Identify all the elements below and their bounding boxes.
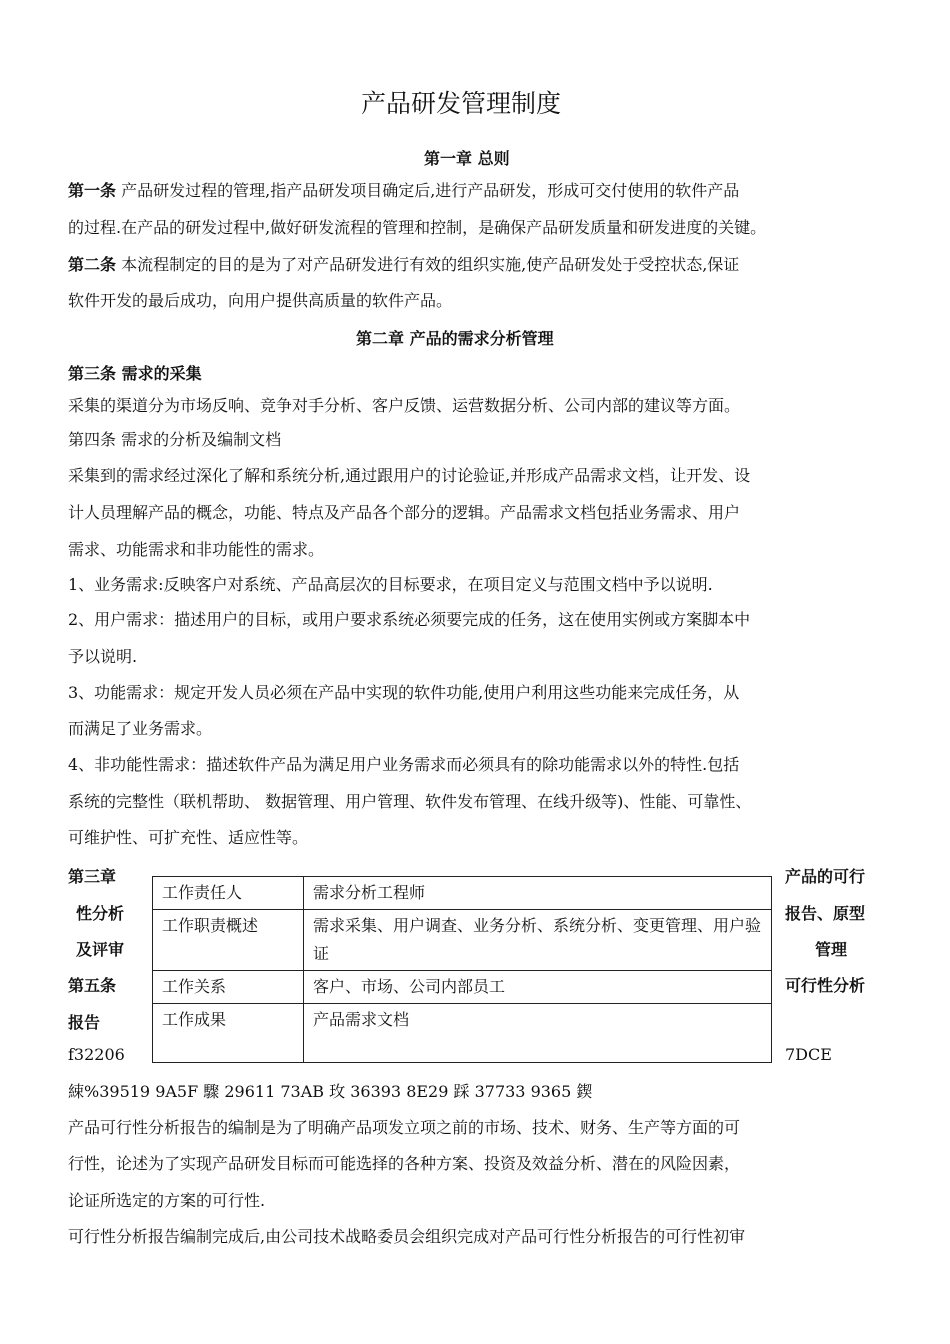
table-value: 客户、市场、公司内部员工 xyxy=(304,971,772,1004)
table-key: 工作责任人 xyxy=(153,877,304,910)
chapter3-left-5: 报告 xyxy=(68,1013,101,1032)
item2-line2: 予以说明. xyxy=(68,647,138,666)
chapter3-right-code: 7DCE xyxy=(785,1045,832,1064)
feasibility-line2: 行性，论述为了实现产品研发目标而可能选择的各种方案、投资及效益分析、潜在的风险因素， xyxy=(68,1154,741,1173)
table-value: 需求分析工程师 xyxy=(304,877,772,910)
chapter3-left-1: 第三章 xyxy=(68,867,117,886)
item3-line1: 3、功能需求：规定开发人员必须在产品中实现的软件功能,使用户利用这些功能来完成任务，从 xyxy=(68,683,740,702)
chapter3-right-2: 报告、原型 xyxy=(785,904,866,923)
table-value: 需求采集、用户调查、业务分析、系统分析、变更管理、用户验证 xyxy=(304,910,772,971)
chapter3-right-1: 产品的可行 xyxy=(785,867,866,886)
article4-line1: 采集到的需求经过深化了解和系统分析,通过跟用户的讨论验证,并形成产品需求文档，让开发、设 xyxy=(68,466,751,485)
article4-heading: 第四条 需求的分析及编制文档 xyxy=(68,430,282,449)
table-value: 产品需求文档 xyxy=(304,1004,772,1063)
chapter3-left-code: f32206 xyxy=(68,1045,125,1064)
article4-line3: 需求、功能需求和非功能性的需求。 xyxy=(68,540,325,559)
chapter3-right-4: 可行性分析 xyxy=(785,976,866,995)
document-title: 产品研发管理制度 xyxy=(361,89,562,118)
last-line: 可行性分析报告编制完成后,由公司技术战略委员会组织完成对产品可行性分析报告的可行性初审 xyxy=(68,1227,746,1246)
garbled-code-line: 綀%39519 9A5F 驟 29611 73AB 玫 36393 8E29 踩 37733 9365 鍥 xyxy=(68,1082,593,1101)
article1-line2: 的过程.在产品的研发过程中,做好研发流程的管理和控制，是确保产品研发质量和研发进度的关键。 xyxy=(68,218,767,237)
feasibility-line3: 论证所选定的方案的可行性. xyxy=(68,1191,266,1210)
article4-line2: 计人员理解产品的概念，功能、特点及产品各个部分的逻辑。产品需求文档包括业务需求、用户 xyxy=(68,503,741,522)
table-key: 工作成果 xyxy=(153,1004,304,1063)
chapter3-left-3: 及评审 xyxy=(76,940,125,959)
chapter3-left-2: 性分析 xyxy=(76,904,125,923)
article2-label: 第二条 xyxy=(68,255,117,274)
article1-line1: 第一条 产品研发过程的管理,指产品研发项目确定后,进行产品研发，形成可交付使用的软件产品 xyxy=(68,181,740,200)
article1-label: 第一条 xyxy=(68,181,117,200)
item4-line3: 可维护性、可扩充性、适应性等。 xyxy=(68,828,309,847)
article2-line2: 软件开发的最后成功，向用户提供高质量的软件产品。 xyxy=(68,291,453,310)
table-row xyxy=(153,910,772,971)
article5-label: 第五条 xyxy=(68,976,117,995)
feasibility-line1: 产品可行性分析报告的编制是为了明确产品项发立项之前的市场、技术、财务、生产等方面的可 xyxy=(68,1118,741,1137)
item3-line2: 而满足了业务需求。 xyxy=(68,719,213,738)
table-row xyxy=(153,971,772,1004)
chapter1-heading: 第一章 总则 xyxy=(424,149,510,168)
table-row xyxy=(153,1004,772,1063)
item4-line1: 4、非功能性需求：描述软件产品为满足用户业务需求而必须具有的除功能需求以外的特性.包括 xyxy=(68,755,740,774)
table-key: 工作职责概述 xyxy=(153,910,304,971)
table-row xyxy=(153,877,772,910)
item2-line1: 2、用户需求：描述用户的目标，或用户要求系统必须要完成的任务，这在使用实例或方案脚本中 xyxy=(68,610,751,629)
duty-table xyxy=(152,876,772,1063)
table-key: 工作关系 xyxy=(153,971,304,1004)
chapter2-heading: 第二章 产品的需求分析管理 xyxy=(356,329,554,348)
chapter3-right-3: 管理 xyxy=(815,940,848,959)
article3-text: 采集的渠道分为市场反响、竞争对手分析、客户反馈、运营数据分析、公司内部的建议等方面。 xyxy=(68,396,741,415)
item4-line2: 系统的完整性（联机帮助、 数据管理、用户管理、软件发布管理、在线升级等)、性能、可靠性、 xyxy=(68,792,752,811)
article2-line1: 第二条 本流程制定的目的是为了对产品研发进行有效的组织实施,使产品研发处于受控状态,保证 xyxy=(68,255,740,274)
item1-line1: 1、业务需求:反映客户对系统、产品高层次的目标要求，在项目定义与范围文档中予以说明. xyxy=(68,575,713,594)
article3-heading: 第三条 需求的采集 xyxy=(68,364,202,383)
